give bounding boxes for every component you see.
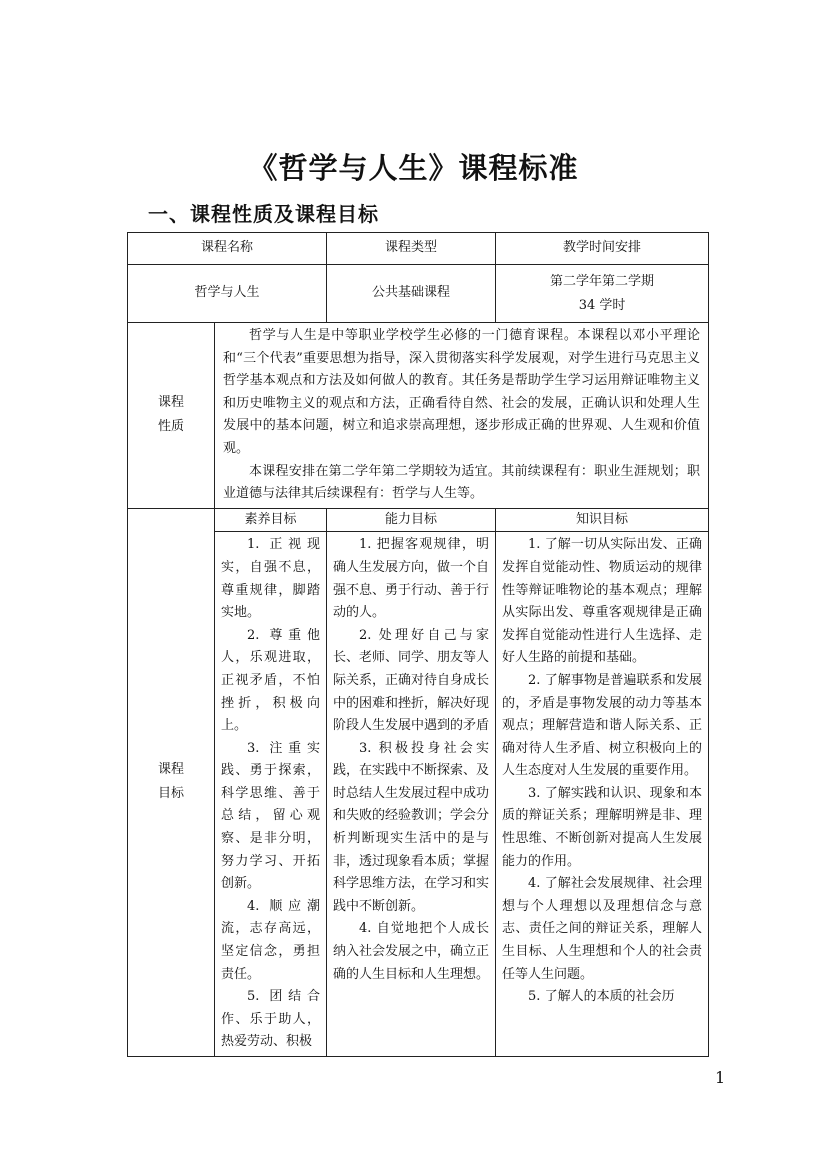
list-item: 4. 了解社会发展规律、社会理想与个人理想以及理想信念与意志、责任之间的辩证关系，理解人生目标、人生理想和个人的社会责任等人生问题。 — [502, 876, 703, 982]
table-row — [128, 265, 709, 323]
schedule-term: 第二学年第二学期 — [550, 273, 655, 289]
course-type-value: 公共基础课程 — [327, 265, 496, 323]
subheader-zhishi: 知识目标 — [496, 508, 709, 532]
list-item: 3. 了解实践和认识、现象和本质的辩证关系；理解明辨是非、理性思维、不断创新对提高人生发展能力的作用。 — [502, 785, 703, 869]
list-item: 1. 正视现实，自强不息，尊重规律，脚踏实地。 — [221, 537, 321, 621]
header-schedule: 教学时间安排 — [496, 233, 709, 265]
table-header-row — [128, 233, 709, 265]
list-item: 2. 了解事物是普遍联系和发展的，矛盾是事物发展的动力等基本观点；理解营造和谐人际关系、正确对待人生矛盾、树立积极向上的人生态度对人生发展的重要作用。 — [502, 672, 703, 779]
label-line: 课程 — [157, 762, 184, 778]
list-item: 2. 处理好自己与家长、老师、同学、朋友等人际关系，正确对待自身成长中的困难和挫折，解决好现阶段人生发展中遇到的矛盾 — [333, 627, 490, 734]
nature-paragraph: 本课程安排在第二学年第二学期较为适宜。其前续课程有：职业生涯规划；职业道德与法律其后续课程有：哲学与人生等。 — [223, 463, 701, 502]
goals-content-row — [128, 532, 709, 1057]
zhishi-goals — [496, 532, 709, 1057]
subheader-suyang: 素养目标 — [215, 508, 327, 532]
course-nature-text — [215, 323, 709, 509]
nengli-goals — [327, 532, 496, 1057]
list-item: 1. 把握客观规律，明确人生发展方向，做一个自强不息、勇于行动、善于行动的人。 — [333, 537, 490, 621]
course-nature-row — [128, 323, 709, 509]
page-title: 《哲学与人生》课程标准 — [248, 151, 579, 185]
subheader-nengli: 能力目标 — [327, 508, 496, 532]
header-course-name: 课程名称 — [128, 233, 327, 265]
label-line: 目标 — [157, 786, 184, 802]
schedule-value — [496, 265, 709, 323]
list-item: 4. 顺应潮流，志存高远，坚定信念，勇担责任。 — [221, 898, 321, 982]
schedule-hours: 34 学时 — [578, 297, 626, 313]
page-number: 1 — [715, 1068, 726, 1087]
list-item: 3. 注重实践、勇于探索，科学思维、善于总结，留心观察、是非分明，努力学习、开拓创新。 — [221, 740, 321, 892]
course-nature-label — [128, 323, 215, 509]
label-line: 性质 — [157, 419, 184, 435]
header-course-type: 课程类型 — [327, 233, 496, 265]
list-item: 5. 了解人的本质的社会历 — [528, 989, 675, 1005]
label-line: 课程 — [157, 395, 184, 411]
nature-paragraph: 哲学与人生是中等职业学校学生必修的一门德育课程。本课程以邓小平理论和“三个代表”重要思想为指导，深入贯彻落实科学发展观，对学生进行马克思主义哲学基本观点和方法及如何做人的教育。其任务是帮助学生学习运用辩证唯物主义和历史唯物主义的观点和方法，正确看待自然、社会的发展，正确认识和处理人生发展中的基本问题，树立和追求崇高理想，逐步形成正确的世界观、人生观和价值观。 — [223, 328, 701, 456]
course-name-value: 哲学与人生 — [128, 265, 327, 323]
list-item: 2. 尊重他人，乐观进取，正视矛盾，不怕挫折，积极向上。 — [221, 627, 321, 734]
list-item: 4. 自觉地把个人成长纳入社会发展之中，确立正确的人生目标和人生理想。 — [333, 921, 490, 982]
goals-subheader-row — [128, 508, 709, 532]
list-item: 5. 团结合作、乐于助人，热爱劳动、积极 — [221, 989, 321, 1050]
list-item: 1. 了解一切从实际出发、正确发挥自觉能动性、物质运动的规律性等辩证唯物论的基本观点；理解从实际出发、尊重客观规律是正确发挥自觉能动性进行人生选择、走好人生路的前提和基础。 — [502, 537, 703, 666]
list-item: 3. 积极投身社会实践，在实践中不断探索、及时总结人生发展过程中成功和失败的经验教训；学会分析判断现实生活中的是与非，透过现象看本质；掌握科学思维方法，在学习和实践中不断创新。 — [333, 740, 490, 914]
suyang-goals — [215, 532, 327, 1057]
curriculum-table — [127, 232, 709, 1057]
course-goals-label — [128, 508, 215, 1056]
section-heading: 一、课程性质及课程目标 — [148, 202, 379, 226]
